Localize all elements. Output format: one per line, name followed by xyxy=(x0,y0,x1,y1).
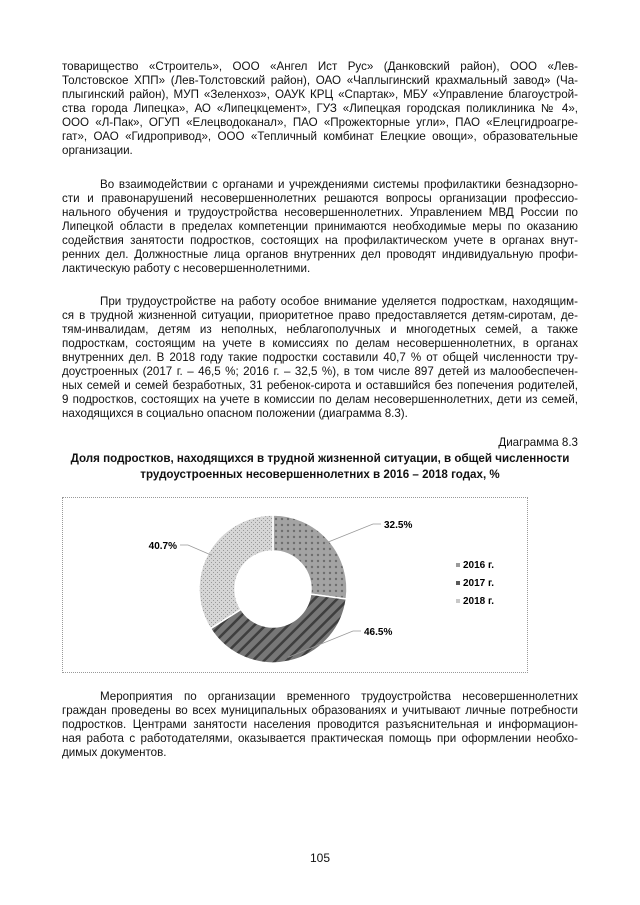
text-line: нального обучения и трудоустройства несовершеннолетних. Управлением МВД России по xyxy=(62,206,578,219)
data-label: 40.7% xyxy=(148,541,177,552)
text-line: 9 подростков, состоящих на учете в комиссии по делам несовершеннолетних, дети из семей, xyxy=(62,393,578,406)
donut-chart xyxy=(62,497,528,673)
text-line: При трудоустройстве на работу особое внимание уделяется подросткам, находящим- xyxy=(100,295,578,308)
text-line: лактическую работу с несовершеннолетними. xyxy=(62,262,311,275)
text-line: содействия занятости подростков, состоящих на профилактическом учете в органах внут- xyxy=(62,234,578,247)
data-label: 32.5% xyxy=(384,520,413,531)
donut-slice-2018 xyxy=(199,515,273,629)
text-line: ООО «Л-Пак», ОГУП «Елецводоканал», ПАО «Прожекторные угли», ПАО «Елецгидроагре- xyxy=(62,116,578,129)
legend-marker xyxy=(456,563,460,567)
leader-line xyxy=(326,524,381,543)
text-line: ренних дел. Должностные лица органов внутренних дел проводят индивидуальную профи- xyxy=(62,248,578,261)
chart-title-line-2: трудоустроенных несовершеннолетних в 2016 – 2018 годах, % xyxy=(140,468,500,481)
text-line: находящихся в социально опасном положении (диаграмма 8.3). xyxy=(62,407,408,420)
text-line: организации. xyxy=(62,144,133,157)
paragraph-2 xyxy=(62,178,578,276)
text-line: граждан проведены во всех муниципальных образованиях и учитывают личные потребности xyxy=(62,704,578,717)
text-line: ная работа с работодателями, оказывается практическая помощь при оформлении необхо- xyxy=(62,732,578,745)
text-line: товарищество «Строитель», ООО «Ангел Ист Рус» (Данковский район), ООО «Лев- xyxy=(62,60,578,73)
donut-slice-2016 xyxy=(273,515,347,599)
leader-line xyxy=(180,545,212,555)
legend-marker xyxy=(456,599,460,603)
chart-title xyxy=(62,451,578,483)
text-line: плыгинский район), МУП «Зеленхоз», ОАУК КРЦ «Спартак», МБУ «Управление благоустрой- xyxy=(62,88,578,101)
legend-item: 2018 г. xyxy=(463,596,494,607)
text-line: ных семей и семей безработных, 31 ребенок-сирота и оставшийся без попечения родителей, xyxy=(62,379,578,392)
text-line: гат», ОАО «Гидропривод», ООО «Тепличный комбинат Елецкие овощи», образовательные xyxy=(62,130,578,143)
legend-item: 2016 г. xyxy=(463,560,494,571)
paragraph-4 xyxy=(62,690,578,760)
text-line: димых документов. xyxy=(62,746,167,759)
diagram-number: Диаграмма 8.3 xyxy=(498,436,578,449)
page-number: 105 xyxy=(309,851,331,865)
text-line: подростков. Центрами занятости населения проводится разъяснительная и информацион- xyxy=(62,718,578,731)
text-line: ся в трудной жизненной ситуации, приоритетное право предоставляется детям-сиротам, де- xyxy=(62,309,578,322)
text-line: тям-инвалидам, детям из неполных, неблагополучных и многодетных семей, а также xyxy=(62,323,578,336)
text-line: Мероприятия по организации временного трудоустройства несовершеннолетних xyxy=(100,690,578,703)
donut-chart-svg xyxy=(63,498,529,674)
chart-title-line-1: Доля подростков, находящихся в трудной жизненной ситуации, в общей численности xyxy=(70,452,570,465)
text-line: Толстовское ХПП» (Лев-Толстовский район), ОАО «Чаплыгинский крахмальный завод» (Ча- xyxy=(62,74,578,87)
paragraph-3 xyxy=(62,295,578,421)
text-line: сти и правонарушений несовершеннолетних решаются вопросы организации профессио- xyxy=(62,192,578,205)
text-line: подросткам, состоящим на учете в комиссиях по делам несовершеннолетних, в органах xyxy=(62,337,578,350)
text-line: Липецкой области в пределах компетенции принимаются необходимые меры по оказанию xyxy=(62,220,578,233)
text-line: доустроенных (2017 г. – 46,5 %; 2016 г. – 32,5 %), в том числе 897 детей из малообеспечен- xyxy=(62,365,578,378)
text-line: внутренних дел. В 2018 году такие подростки составили 40,7 % от общей численности тру- xyxy=(62,351,578,364)
legend-marker xyxy=(456,581,460,585)
paragraph-1 xyxy=(62,60,578,158)
legend-item: 2017 г. xyxy=(463,578,494,589)
text-line: Во взаимодействии с органами и учреждениями системы профилактики безнадзорно- xyxy=(100,178,578,191)
text-line: ства города Липецка», АО «Липецкцемент», ГУЗ «Липецкая городская поликлиника № 4», xyxy=(62,102,578,115)
data-label: 46.5% xyxy=(364,627,393,638)
